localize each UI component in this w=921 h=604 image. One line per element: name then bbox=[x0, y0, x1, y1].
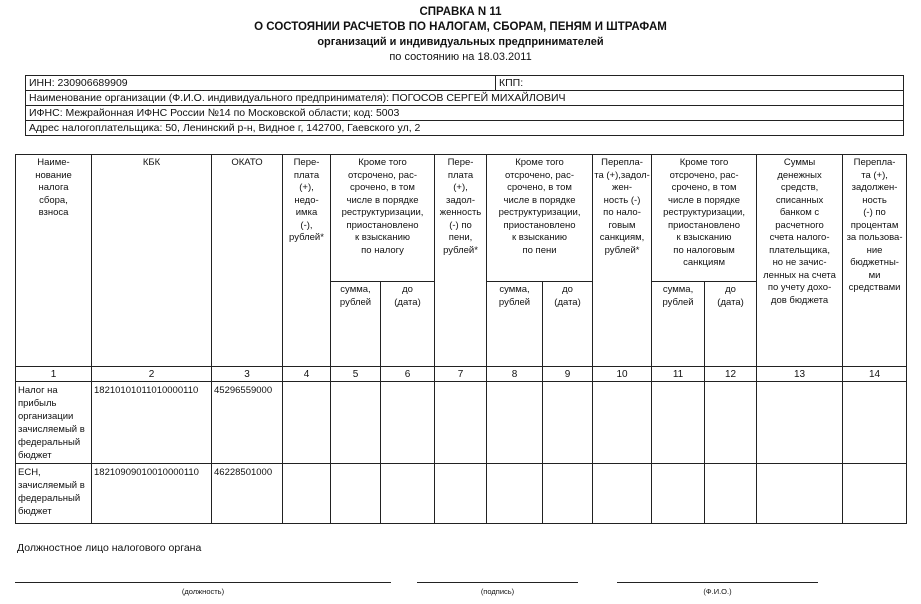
header-okato: ОКАТО bbox=[212, 155, 283, 367]
header-until-12 bbox=[705, 282, 757, 367]
org-name-cell: Наименование организации (Ф.И.О. индивидуального предпринимателя): ПОГОСОВ СЕРГЕЙ МИХАЙЛОВИЧ bbox=[26, 91, 904, 106]
row-cell bbox=[435, 464, 487, 524]
col-number: 2 bbox=[92, 367, 212, 382]
header-until-9-text: до (дата) bbox=[554, 284, 581, 308]
header-tax-balance bbox=[283, 155, 331, 367]
row-cell bbox=[652, 464, 705, 524]
ifns-cell: ИФНС: Межрайонная ИФНС России №14 по Московской области; код: 5003 bbox=[26, 106, 904, 121]
signature-caption: (подпись) bbox=[480, 587, 515, 596]
header-penalty-balance bbox=[435, 155, 487, 367]
col-number: 9 bbox=[543, 367, 593, 382]
row-cell bbox=[843, 464, 907, 524]
header-until-12-text: до (дата) bbox=[717, 284, 744, 308]
header-bank-debited-text: Суммы денежных средств, списанных банком с расчетного счета налого- плательщика, но не зачис- ленных на счета по учету дохо- дов бюджета bbox=[763, 157, 836, 306]
header-sum-8-text: сумма, рублей bbox=[498, 284, 531, 308]
header-sum-8 bbox=[487, 282, 543, 367]
row-cell bbox=[435, 382, 487, 464]
col-number: 3 bbox=[212, 367, 283, 382]
fio-caption: (Ф.И.О.) bbox=[703, 587, 732, 596]
header-until-6-text: до (дата) bbox=[394, 284, 421, 308]
kpp-cell: КПП: bbox=[496, 76, 904, 91]
row-cell bbox=[487, 464, 543, 524]
row-cell bbox=[757, 464, 843, 524]
header-until-9 bbox=[543, 282, 593, 367]
signature-line bbox=[417, 582, 578, 583]
header-tax-name bbox=[16, 155, 92, 367]
official-label: Должностное лицо налогового органа bbox=[17, 542, 202, 554]
row-cell bbox=[381, 464, 435, 524]
header-deferred-sanctions-text: Кроме того отсрочено, рас- срочено, в том числе в порядке реструктуризации, приостановлено к взысканию по налоговым санкциям bbox=[663, 157, 745, 268]
row-kbk: 18210909010010000110 bbox=[92, 464, 212, 524]
row-tax-name: Налог на прибыль организации зачисляемый в федеральный бюджет bbox=[16, 382, 92, 464]
header-deferred-penalty-text: Кроме того отсрочено, рас- срочено, в том числе в порядке реструктуризации, приостановлено к взысканию по пени bbox=[498, 157, 581, 256]
row-tax-name: ЕСН, зачисляемый в федеральный бюджет bbox=[16, 464, 92, 524]
row-cell bbox=[652, 382, 705, 464]
col-number: 12 bbox=[705, 367, 757, 382]
settlements-table bbox=[15, 154, 907, 524]
taxpayer-info-table bbox=[25, 75, 904, 136]
position-line bbox=[15, 582, 391, 583]
row-cell bbox=[331, 464, 381, 524]
row-cell bbox=[705, 382, 757, 464]
inn-cell: ИНН: 230906689909 bbox=[26, 76, 496, 91]
col-number: 4 bbox=[283, 367, 331, 382]
row-cell bbox=[543, 382, 593, 464]
doc-title: СПРАВКА N 11 bbox=[419, 6, 502, 18]
column-numbers-row bbox=[16, 367, 907, 382]
row-cell bbox=[283, 382, 331, 464]
col-number: 11 bbox=[652, 367, 705, 382]
header-tax-balance-text: Пере- плата (+), недо- имка (-), рублей* bbox=[289, 157, 324, 243]
col-number: 14 bbox=[843, 367, 907, 382]
row-cell bbox=[331, 382, 381, 464]
header-sum-11 bbox=[652, 282, 705, 367]
header-deferred-tax-text: Кроме того отсрочено, рас- срочено, в том числе в порядке реструктуризации, приостановлено к взысканию по налогу bbox=[341, 157, 424, 256]
position-caption: (должность) bbox=[181, 587, 225, 596]
header-deferred-tax bbox=[331, 155, 435, 282]
row-kbk: 18210101011010000110 bbox=[92, 382, 212, 464]
row-cell bbox=[543, 464, 593, 524]
col-number: 8 bbox=[487, 367, 543, 382]
header-tax-name-text: Наиме- нование налога сбора, взноса bbox=[35, 157, 72, 218]
row-cell bbox=[843, 382, 907, 464]
header-sanctions-balance-text: Перепла- та (+),задол- жен- ность (-) по нало- говым санкциям, рублей* bbox=[594, 157, 650, 256]
header-until-6 bbox=[381, 282, 435, 367]
header-sum-5-text: сумма, рублей bbox=[339, 284, 372, 308]
col-number: 13 bbox=[757, 367, 843, 382]
header-kbk: КБК bbox=[92, 155, 212, 367]
header-deferred-penalty bbox=[487, 155, 593, 282]
row-cell bbox=[757, 382, 843, 464]
col-number: 7 bbox=[435, 367, 487, 382]
fio-line bbox=[617, 582, 818, 583]
col-number: 10 bbox=[593, 367, 652, 382]
row-cell bbox=[381, 382, 435, 464]
doc-subtitle-2: организаций и индивидуальных предпринимателей bbox=[317, 36, 604, 48]
row-cell bbox=[593, 464, 652, 524]
header-interest-balance bbox=[843, 155, 907, 367]
table-row bbox=[16, 464, 907, 524]
row-cell bbox=[705, 464, 757, 524]
header-sum-11-text: сумма, рублей bbox=[662, 284, 694, 308]
row-okato: 45296559000 bbox=[212, 382, 283, 464]
address-cell: Адрес налогоплательщика: 50, Ленинский р-н, Видное г, 142700, Гаевского ул, 2 bbox=[26, 121, 904, 136]
header-penalty-balance-text: Пере- плата (+), задол- женность (-) по пени, рублей* bbox=[439, 157, 482, 256]
row-okato: 46228501000 bbox=[212, 464, 283, 524]
header-sanctions-balance bbox=[593, 155, 652, 367]
row-cell bbox=[283, 464, 331, 524]
doc-date-line: по состоянию на 18.03.2011 bbox=[389, 51, 532, 63]
col-number: 5 bbox=[331, 367, 381, 382]
header-interest-balance-text: Перепла- та (+), задолжен- ность (-) по процентам за пользова- ние бюджетны- ми средствами bbox=[846, 157, 903, 293]
col-number: 1 bbox=[16, 367, 92, 382]
header-deferred-sanctions bbox=[652, 155, 757, 282]
header-bank-debited bbox=[757, 155, 843, 367]
row-cell bbox=[593, 382, 652, 464]
col-number: 6 bbox=[381, 367, 435, 382]
table-row bbox=[16, 382, 907, 464]
doc-subtitle: О СОСТОЯНИИ РАСЧЕТОВ ПО НАЛОГАМ, СБОРАМ, ПЕНЯМ И ШТРАФАМ bbox=[254, 21, 667, 33]
row-cell bbox=[487, 382, 543, 464]
header-sum-5 bbox=[331, 282, 381, 367]
